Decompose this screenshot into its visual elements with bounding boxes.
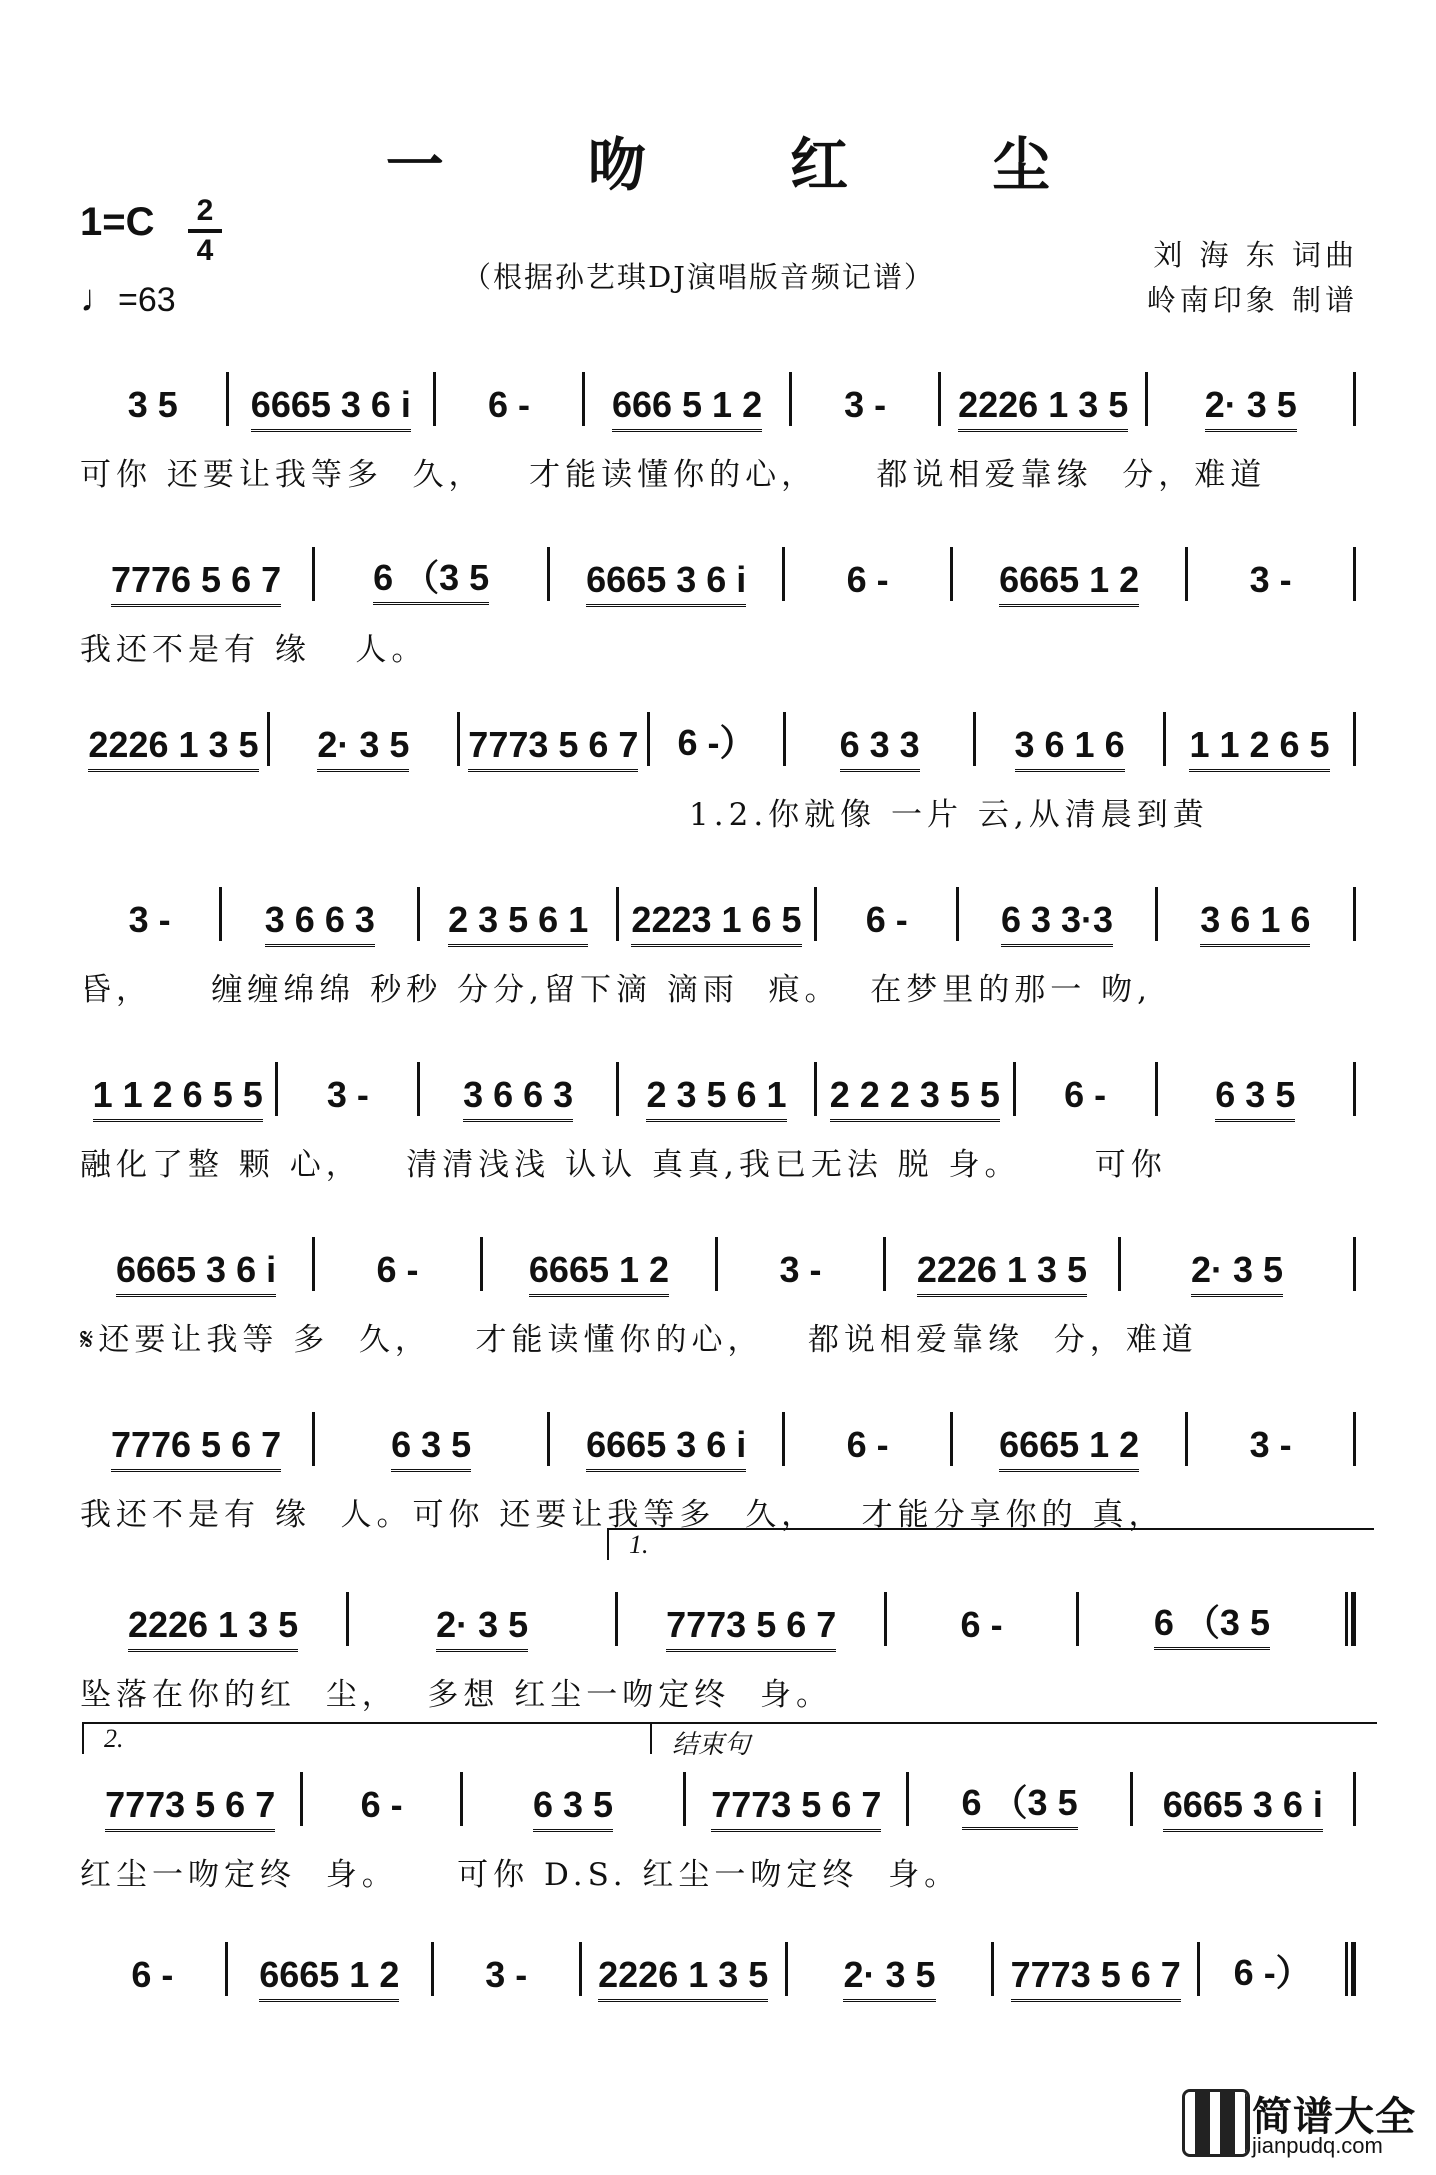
notation-row xyxy=(80,885,1356,941)
lyric-row xyxy=(80,446,1356,496)
measure: 6 （3 5 xyxy=(1079,1595,1345,1646)
measure: 6665 3 6 i xyxy=(80,1249,312,1291)
measure: 1 1 2 6 5 5 xyxy=(80,1074,275,1116)
staff-line xyxy=(80,545,1356,671)
measure: 6 3 3 xyxy=(786,724,973,766)
notation-row xyxy=(80,545,1356,601)
measure: 3 5 xyxy=(127,384,178,425)
measure: 6665 3 6 i xyxy=(1133,1784,1353,1826)
measure: 6 - xyxy=(846,559,889,600)
lyric-text: 1.2.你就像 一片 云,从清晨到黄 xyxy=(80,796,1209,833)
notation-row xyxy=(80,1770,1356,1826)
measure: 6 3 5 xyxy=(463,1784,683,1826)
measure: 2· 3 5 xyxy=(788,1954,991,1996)
measure: 2 3 5 6 1 xyxy=(619,1074,814,1116)
lyric-row xyxy=(80,1136,1356,1186)
subtitle: （根据孙艺琪DJ演唱版音频记谱） xyxy=(462,260,935,294)
notation-row xyxy=(80,710,1356,766)
measure: 2226 1 3 5 xyxy=(80,1604,346,1646)
measure: 6665 3 6 i xyxy=(550,1424,782,1466)
fraction-bar xyxy=(188,229,222,233)
measure: 2226 1 3 5 xyxy=(80,724,267,766)
measure: 3 6 6 3 xyxy=(222,899,417,941)
tempo-mark xyxy=(80,278,176,321)
measure: 6665 3 6 i xyxy=(550,559,782,601)
final-barline xyxy=(1345,1592,1356,1646)
measure: 6 3 3·3 xyxy=(959,899,1154,941)
piano-keys-icon xyxy=(1182,2089,1250,2157)
notation-row xyxy=(80,370,1356,426)
measure: 7773 5 6 7 xyxy=(618,1604,884,1646)
time-bottom: 4 xyxy=(196,234,214,267)
measure: 6 - xyxy=(487,384,530,425)
notation-row xyxy=(80,1060,1356,1116)
measure: 6 （3 5 xyxy=(909,1775,1129,1826)
lyric-row xyxy=(80,1846,1356,1896)
measure: 7776 5 6 7 xyxy=(80,559,312,601)
ending-bracket xyxy=(650,1722,1377,1759)
measure: 6 3 5 xyxy=(315,1424,547,1466)
notation-row xyxy=(80,1410,1356,1466)
volta-1-bracket xyxy=(607,1528,1374,1560)
measure: 2226 1 3 5 xyxy=(941,384,1146,426)
staff-line xyxy=(80,1410,1356,1536)
lyric-text: 红尘一吻定终 身。 可你 D.S. 红尘一吻定终 身。 xyxy=(80,1856,961,1893)
lyric-text: 坠落在你的红 尘， 多想 红尘一吻定终 身。 xyxy=(80,1676,832,1713)
key-signature: 1=C xyxy=(80,200,155,244)
final-barline xyxy=(1353,1412,1356,1466)
lyric-text: 我还不是有 缘 人。可你 还要让我等多 久， 才能分享你的 真， xyxy=(80,1496,1165,1533)
measure: 6 3 5 xyxy=(1158,1074,1353,1116)
measure: 6 - xyxy=(376,1249,419,1290)
measure: 6665 1 2 xyxy=(483,1249,715,1291)
lyric-text: 可你 还要让我等多 久， 才能读懂你的心， 都说相爱靠缘 分，难道 xyxy=(80,456,1267,493)
staff-line xyxy=(80,1770,1356,1896)
staff-line xyxy=(80,1060,1356,1186)
notation-row xyxy=(80,1590,1356,1646)
lyric-row xyxy=(80,2016,1356,2066)
time-top: 2 xyxy=(196,194,214,227)
measure: 7776 5 6 7 xyxy=(80,1424,312,1466)
measure: 6665 1 2 xyxy=(228,1954,431,1996)
measure: 6 -） xyxy=(1233,1952,1312,1993)
lyric-text: 我还不是有 缘 人。 xyxy=(80,631,428,668)
final-barline xyxy=(1353,1772,1356,1826)
staff-line xyxy=(80,710,1356,836)
measure: 6 -） xyxy=(677,722,756,763)
notation-row xyxy=(80,1940,1356,1996)
logo-url: jianpudq.com xyxy=(1252,2133,1383,2158)
measure: 2226 1 3 5 xyxy=(582,1954,785,1996)
measure: 6 - xyxy=(131,1954,174,1995)
final-barline xyxy=(1353,712,1356,766)
measure: 7773 5 6 7 xyxy=(80,1784,300,1826)
measure: 7773 5 6 7 xyxy=(994,1954,1197,1996)
staff-line xyxy=(80,1590,1356,1716)
measure: 3 - xyxy=(326,1074,369,1115)
measure: 6 - xyxy=(1064,1074,1107,1115)
tempo-value: =63 xyxy=(118,281,176,319)
lyric-row xyxy=(80,1666,1356,1716)
measure: 2· 3 5 xyxy=(1121,1249,1353,1291)
song-title: 一 吻 红 尘 xyxy=(385,131,1113,199)
measure: 2226 1 3 5 xyxy=(886,1249,1118,1291)
logo-text: 简谱大全 xyxy=(1252,2094,1416,2140)
final-barline xyxy=(1345,1942,1356,1996)
measure: 666 5 1 2 xyxy=(585,384,790,426)
quarter-note-icon: ♩ xyxy=(80,278,118,320)
measure: 3 6 1 6 xyxy=(976,724,1163,766)
measure: 2223 1 6 5 xyxy=(619,899,814,941)
measure: 3 - xyxy=(485,1954,528,1995)
measure: 2 2 2 3 5 5 xyxy=(817,1074,1012,1116)
measure: 6665 1 2 xyxy=(953,559,1185,601)
time-signature xyxy=(188,196,222,266)
staff-line xyxy=(80,1235,1356,1361)
notation-row xyxy=(80,1235,1356,1291)
measure: 3 6 6 3 xyxy=(420,1074,615,1116)
measure: 2· 3 5 xyxy=(349,1604,615,1646)
measure: 2 3 5 6 1 xyxy=(420,899,615,941)
final-barline xyxy=(1353,372,1356,426)
measure: 3 6 1 6 xyxy=(1158,899,1353,941)
volta-2-bracket xyxy=(82,1722,664,1754)
final-barline xyxy=(1353,887,1356,941)
final-barline xyxy=(1353,547,1356,601)
lyric-row xyxy=(80,961,1356,1011)
measure: 3 - xyxy=(844,384,887,425)
measure: 6 （3 5 xyxy=(315,550,547,601)
lyric-row xyxy=(80,786,1356,836)
final-barline xyxy=(1353,1062,1356,1116)
volta-1-label: 1. xyxy=(629,1530,649,1559)
credit-transcriber: 岭南印象 制谱 xyxy=(1146,283,1358,317)
staff-line xyxy=(80,885,1356,1011)
site-logo xyxy=(1182,2089,1422,2163)
lyric-row xyxy=(80,1311,1356,1361)
measure: 2· 3 5 xyxy=(270,724,457,766)
staff-line xyxy=(80,370,1356,496)
lyric-text: 𝄋还要让我等 多 久， 才能读懂你的心， 都说相爱靠缘 分，难道 xyxy=(80,1321,1198,1358)
measure: 6 - xyxy=(865,899,908,940)
measure: 6 - xyxy=(360,1784,403,1825)
measure: 3 - xyxy=(1249,1424,1292,1465)
lyric-row xyxy=(80,621,1356,671)
measure: 3 - xyxy=(779,1249,822,1290)
measure: 6 - xyxy=(960,1604,1003,1645)
volta-2-label: 2. xyxy=(104,1724,124,1753)
measure: 3 - xyxy=(1249,559,1292,600)
measure: 6665 3 6 i xyxy=(229,384,434,426)
ending-label: 结束句 xyxy=(672,1730,751,1759)
final-barline xyxy=(1353,1237,1356,1291)
measure: 2· 3 5 xyxy=(1148,384,1353,426)
credit-lyrics-composer: 刘 海 东 词曲 xyxy=(1153,238,1358,272)
measure: 7773 5 6 7 xyxy=(686,1784,906,1826)
measure: 3 - xyxy=(128,899,171,940)
measure: 6 - xyxy=(846,1424,889,1465)
staff-line xyxy=(80,1940,1356,2066)
lyric-text: 融化了整 颗 心， 清清浅浅 认认 真真,我已无法 脱 身。 可你 xyxy=(80,1146,1167,1183)
lyric-text: 昏， 缠缠绵绵 秒秒 分分,留下滴 滴雨 痕。 在梦里的那一 吻, xyxy=(80,971,1152,1008)
measure: 6665 1 2 xyxy=(953,1424,1185,1466)
measure: 1 1 2 6 5 xyxy=(1166,724,1353,766)
measure: 7773 5 6 7 xyxy=(460,724,647,766)
